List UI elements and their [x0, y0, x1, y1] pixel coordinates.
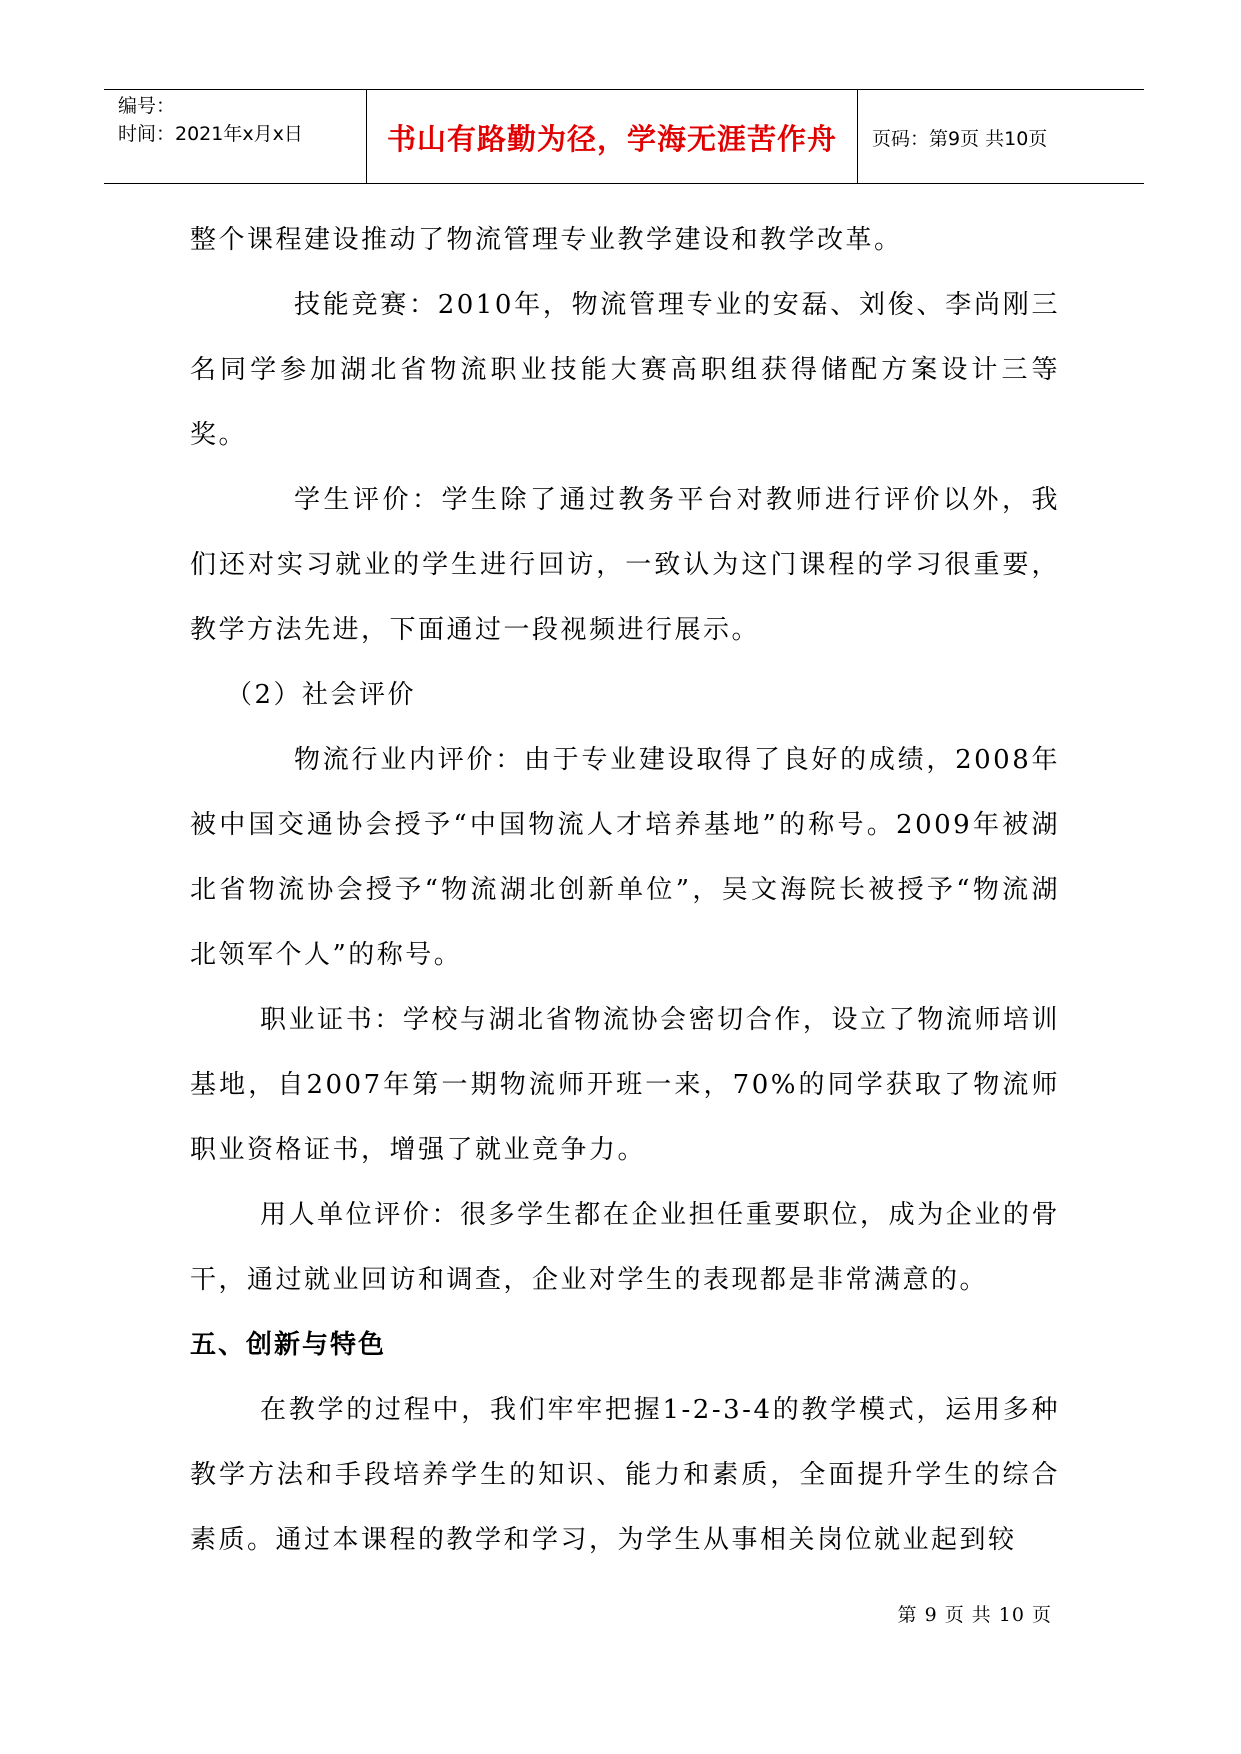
document-time-label: 时间：2021年x月x日: [118, 123, 303, 145]
page-number-label: 页码：第9页 共10页: [872, 127, 1048, 150]
paragraph-skill-competition: 技能竞赛：2010年，物流管理专业的安磊、刘俊、李尚刚三名同学参加湖北省物流职业技能大赛高职组获得储配方案设计三等奖。: [190, 290, 1060, 450]
paragraph-innovation: 在教学的过程中，我们牢牢把握1-2-3-4的教学模式，运用多种教学方法和手段培养学生的知识、能力和素质，全面提升学生的综合素质。通过本课程的教学和学习，为学生从事相关岗位就业起到较: [190, 1395, 1060, 1555]
section-heading: 五、创新与特色: [190, 1330, 387, 1360]
paragraph-industry-evaluation: 物流行业内评价：由于专业建设取得了良好的成绩，2008年被中国交通协会授予“中国物流人才培养基地”的称号。2009年被湖北省物流协会授予“物流湖北创新单位”，吴文海院长被授予“物流湖北领军个人”的称号。: [190, 745, 1060, 970]
subheading-social-evaluation: （2）社会评价: [226, 680, 417, 710]
header-motto: [367, 90, 857, 184]
paragraph-employer-evaluation: 用人单位评价：很多学生都在企业担任重要职位，成为企业的骨干，通过就业回访和调查，企业对学生的表现都是非常满意的。: [190, 1200, 1060, 1295]
paragraph-course-construction: 整个课程建设推动了物流管理专业教学建设和教学改革。: [190, 225, 903, 255]
motto-text: 书山有路勤为径，学海无涯苦作舟: [386, 121, 837, 156]
document-body: [190, 208, 1060, 1573]
header-info: [104, 90, 366, 184]
paragraph-student-evaluation: 学生评价：学生除了通过教务平台对教师进行评价以外，我们还对实习就业的学生进行回访，一致认为这门课程的学习很重要，教学方法先进，下面通过一段视频进行展示。: [190, 485, 1060, 645]
header-page-info: [858, 90, 1144, 184]
paragraph-professional-certificate: 职业证书：学校与湖北省物流协会密切合作，设立了物流师培训基地，自2007年第一期物流师开班一来，70%的同学获取了物流师职业资格证书，增强了就业竞争力。: [190, 1005, 1060, 1165]
document-number-label: 编号：: [118, 95, 176, 117]
page-footer: 第 9 页 共 10 页: [897, 1604, 1052, 1626]
